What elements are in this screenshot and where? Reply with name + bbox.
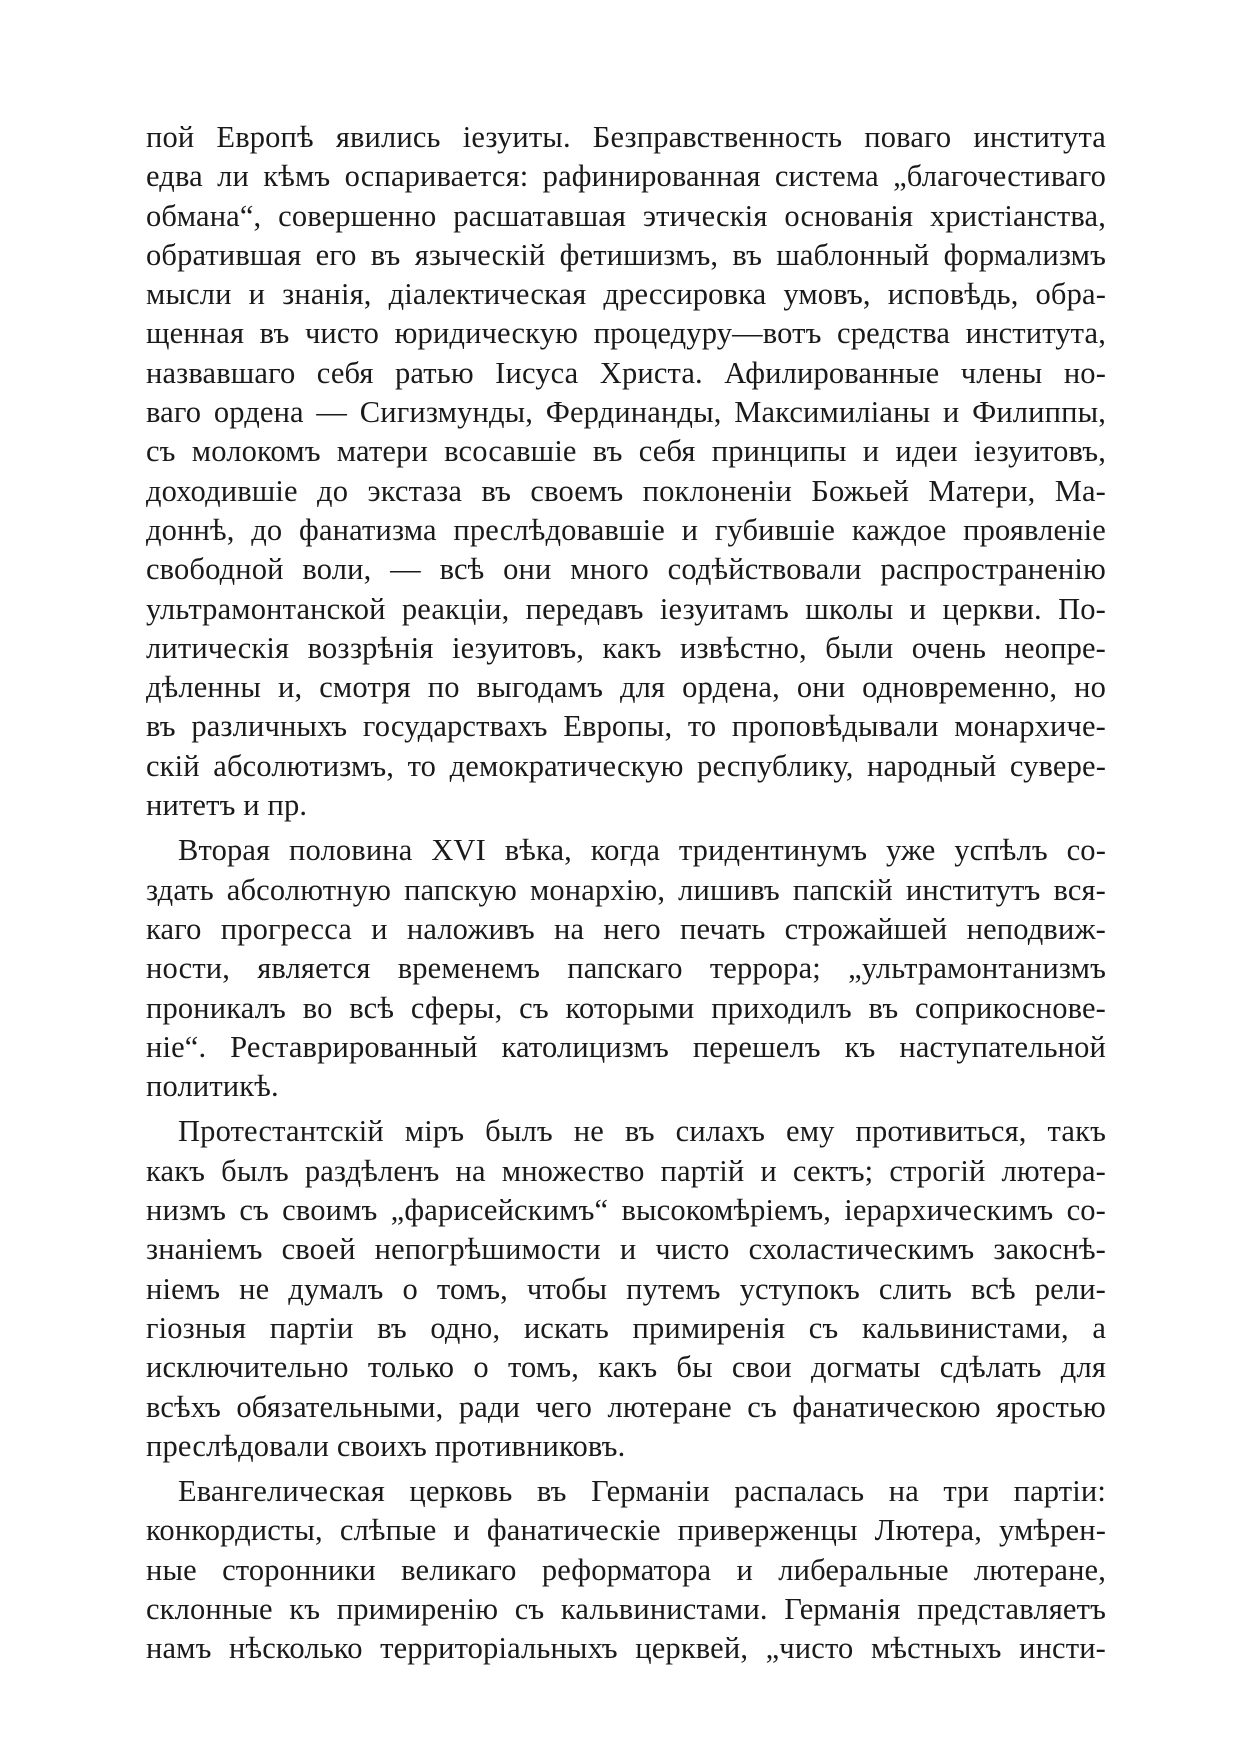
text-line: ваго ордена — Сигизмунды, Фердинанды, Максимиліаны и Филиппы, <box>146 395 1106 430</box>
text-line: пой Европѣ явились іезуиты. Безправственность поваго института <box>146 120 1106 154</box>
text-line: въ различныхъ государствахъ Европы, то проповѣдывали монархиче- <box>146 709 1106 744</box>
text-line: преслѣдовали своихъ противниковъ. <box>146 1428 626 1463</box>
text-line: ніе“. Реставрированный католицизмъ перешелъ къ наступательной <box>146 1029 1106 1064</box>
text-line: конкордисты, слѣпые и фанатическіе приверженцы Лютера, умѣрен- <box>146 1513 1106 1548</box>
text-line: склонные къ примиренію съ кальвинистами. Германія представляетъ <box>146 1591 1106 1626</box>
text-line: политикѣ. <box>146 1069 279 1104</box>
text-line: намъ нѣсколько территоріальныхъ церквей, „чисто мѣстныхъ инсти- <box>146 1631 1106 1666</box>
text-line: назвавшаго себя ратью Іисуса Христа. Афилированные члены но- <box>146 355 1106 390</box>
text-line: нитетъ и пр. <box>146 788 308 823</box>
text-line: дѣленны и, смотря по выгодамъ для ордена, они одновременно, но <box>146 670 1106 705</box>
text-line: ные сторонники великаго реформатора и либеральные лютеране, <box>146 1552 1106 1587</box>
paragraph-1 <box>146 118 1106 825</box>
text-line: ности, является временемъ папскаго террора; „ультрамонтанизмъ <box>146 951 1106 986</box>
text-line: каго прогресса и наложивъ на него печать строжайшей неподвиж- <box>146 911 1106 946</box>
text-line: всѣхъ обязательными, ради чего лютеране съ фанатическою яростью <box>146 1389 1106 1424</box>
text-line: мысли и знанія, діалектическая дрессировка умовъ, исповѣдь, обра- <box>146 277 1106 312</box>
text-line: ультрамонтанской реакціи, передавъ іезуитамъ школы и церкви. По- <box>146 591 1106 626</box>
text-line: обмана“, совершенно расшатавшая этическія основанія христіанства, <box>146 198 1106 233</box>
paragraph-2 <box>146 831 1106 1106</box>
paragraph-3 <box>146 1112 1106 1466</box>
text-line: здать абсолютную папскую монархію, лишивъ папскій институтъ вся- <box>146 872 1106 907</box>
paragraph-4 <box>146 1472 1106 1668</box>
text-line: доннѣ, до фанатизма преслѣдовавшіе и губившіе каждое проявленіе <box>146 512 1106 547</box>
text-line: ніемъ не думалъ о томъ, чтобы путемъ уступокъ слить всѣ рели- <box>146 1271 1106 1306</box>
text-line: исключительно только о томъ, какъ бы свои догматы сдѣлать для <box>146 1350 1106 1385</box>
text-line: обратившая его въ языческій фетишизмъ, въ шаблонный формализмъ <box>146 237 1106 272</box>
text-line: Вторая половина XVI вѣка, когда тридентинумъ уже успѣлъ со- <box>178 833 1106 868</box>
text-line: доходившіе до экстаза въ своемъ поклоненіи Божьей Матери, Ма- <box>146 473 1106 508</box>
text-line: низмъ съ своимъ „фарисейскимъ“ высокомѣріемъ, іерархическимъ со- <box>146 1193 1106 1228</box>
text-line: съ молокомъ матери всосавшіе въ себя принципы и идеи іезуитовъ, <box>146 434 1106 469</box>
text-line: свободной воли, — всѣ они много содѣйствовали распространенію <box>146 552 1106 587</box>
text-line: едва ли кѣмъ оспаривается: рафинированная система „благочестиваго <box>146 159 1106 194</box>
text-line: щенная въ чисто юридическую процедуру—вотъ средства института, <box>146 316 1106 351</box>
text-line: какъ былъ раздѣленъ на множество партій и сектъ; строгій лютера- <box>146 1153 1106 1188</box>
text-line: Протестантскій міръ былъ не въ силахъ ему противиться, такъ <box>178 1114 1106 1149</box>
text-line: литическія воззрѣнія іезуитовъ, какъ извѣстно, были очень неопре- <box>146 630 1106 665</box>
text-line: проникалъ во всѣ сферы, съ которыми приходилъ въ соприкоснове- <box>146 990 1106 1025</box>
text-line: скій абсолютизмъ, то демократическую республику, народный сувере- <box>146 748 1106 783</box>
body-text <box>146 118 1106 1669</box>
text-line: знаніемъ своей непогрѣшимости и чисто схоластическимъ закоснѣ- <box>146 1232 1106 1267</box>
text-line: Евангелическая церковь въ Германіи распалась на три партіи: <box>178 1474 1106 1509</box>
text-line: гіозныя партіи въ одно, искать примиренія съ кальвинистами, а <box>146 1310 1106 1345</box>
